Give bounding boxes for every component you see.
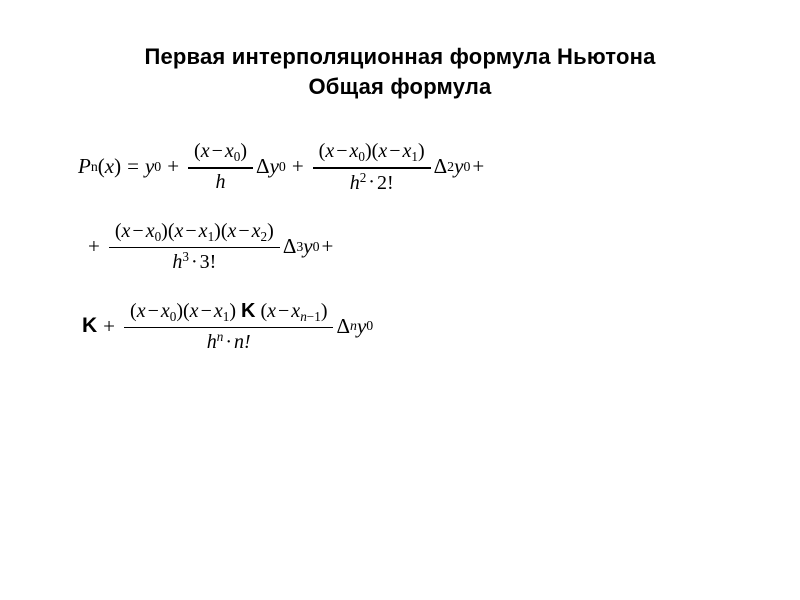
term3-delta: Δ xyxy=(282,234,297,259)
t3-h-sup: 3 xyxy=(182,249,189,265)
arg-close-paren: ) xyxy=(114,154,122,179)
formula-row-1 xyxy=(78,140,760,194)
row2-lead-plus: + xyxy=(88,234,100,259)
t2-h-sup: 2 xyxy=(359,169,367,185)
term1-delta-y: y xyxy=(269,154,279,179)
term4-delta-y: y xyxy=(356,313,367,338)
t1-x0: x xyxy=(224,140,234,163)
term1-numerator xyxy=(188,140,253,167)
ellipsis-symbol-inner: K xyxy=(241,299,256,322)
t2-h: h xyxy=(349,171,360,194)
t1-x: x xyxy=(200,140,210,163)
polynomial-symbol: P xyxy=(78,154,91,179)
ellipsis-symbol-leading: K xyxy=(82,314,98,338)
term2-delta-sup: 2 xyxy=(447,158,455,174)
t2-fact: 2! xyxy=(376,171,394,194)
term3-delta-y: y xyxy=(303,234,313,259)
t1-minus: − xyxy=(211,140,223,163)
term3-fraction xyxy=(109,220,280,274)
t3-h: h xyxy=(172,251,183,274)
term2-denominator xyxy=(344,169,400,194)
row3-lead-plus: + xyxy=(103,313,116,338)
equals-sign: = xyxy=(127,154,139,179)
term3-delta-y-sub: 0 xyxy=(312,238,320,254)
t1-open: ( xyxy=(194,140,201,163)
term4-delta-sup: n xyxy=(350,318,357,334)
term4-numerator: $(x - x_0)(x - x_1)$ K $(x - x_{n-1})$ xyxy=(130,299,328,324)
t3-fact: 3! xyxy=(199,251,217,274)
term3-numerator: $(x - x_0)(x - x_1)(x - x_2)$ xyxy=(114,219,274,244)
term1-denominator xyxy=(210,169,232,193)
term3-delta-sup: 3 xyxy=(296,238,304,254)
page-title xyxy=(0,0,800,102)
t2-dot: · xyxy=(368,171,375,194)
term4-denominator xyxy=(201,328,257,353)
plus-sign-3: + xyxy=(472,154,485,179)
t3-dot: · xyxy=(190,251,198,274)
term2-delta: Δ xyxy=(433,154,448,179)
term1-delta: Δ xyxy=(256,154,270,179)
term4-delta: Δ xyxy=(336,313,350,338)
arg-variable: x xyxy=(104,154,115,179)
term1-delta-y-sub: 0 xyxy=(278,158,286,174)
title-line-1: Первая интерполяционная формула Ньютона xyxy=(144,44,656,69)
term2-delta-y-sub: 0 xyxy=(463,158,471,174)
y0-subscript: 0 xyxy=(154,158,162,174)
polynomial-degree-subscript: n xyxy=(90,158,98,174)
t1-x0-sub: 0 xyxy=(233,149,241,165)
t4-h-sup: n xyxy=(216,329,224,344)
term2-fraction xyxy=(313,140,431,194)
plus-sign-1: + xyxy=(167,154,180,179)
t4-fact: n! xyxy=(234,330,251,353)
t4-h: h xyxy=(206,330,217,353)
formula-block xyxy=(0,140,800,353)
arg-open-paren: ( xyxy=(97,154,105,179)
formula-row-2 xyxy=(82,220,760,274)
plus-sign-2: + xyxy=(291,154,304,179)
term4-fraction xyxy=(124,300,333,354)
term2-delta-y: y xyxy=(454,154,464,179)
t1-h: h xyxy=(215,170,226,193)
y0-symbol: y xyxy=(144,154,155,179)
formula-row-3 xyxy=(82,300,760,354)
plus-sign-4: + xyxy=(321,234,334,259)
term4-delta-y-sub: 0 xyxy=(366,318,374,334)
t4-dot: · xyxy=(225,330,233,353)
term2-numerator: $(x - x_0)(x - x_1)$ xyxy=(318,140,425,165)
t1-close: ) xyxy=(240,140,248,163)
term3-denominator xyxy=(166,248,222,273)
term1-fraction xyxy=(188,140,253,193)
title-line-2: Общая формула xyxy=(308,74,492,99)
